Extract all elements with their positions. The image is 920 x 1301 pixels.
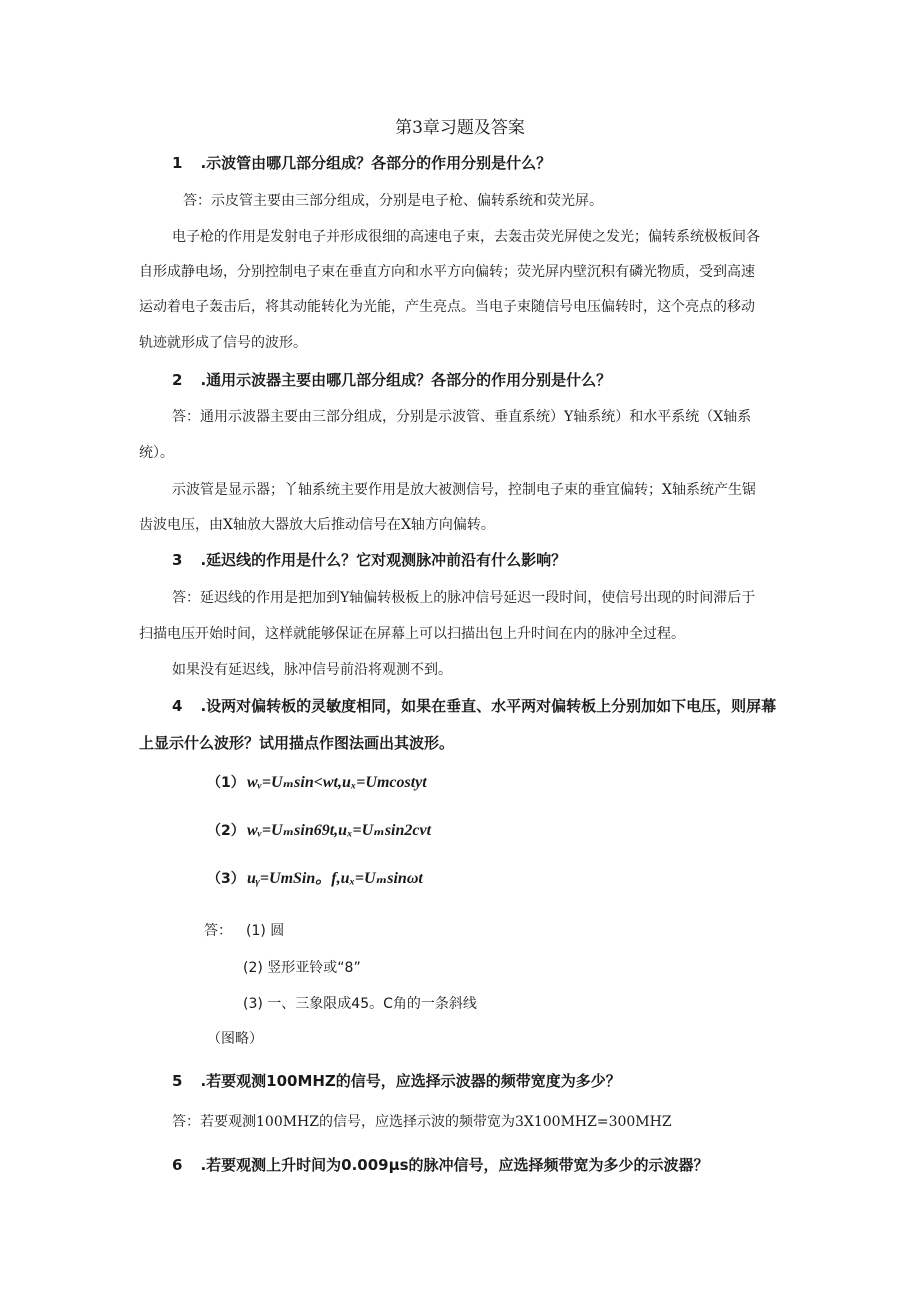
equation-expression: uᵧ=UmSin。f,uₓ=Uₘsinωt xyxy=(247,870,423,887)
answer-1-para-line: 电子枪的作用是发射电子并形成很细的高速电子束，去轰击荧光屏使之发光；偏转系统极板间各 xyxy=(172,229,760,245)
answer-label: 答： xyxy=(204,923,232,939)
answer-1-para-line: 自形成静电场，分别控制电子束在垂直方向和水平方向偏转；荧光屏内壁沉积有磷光物质，受到高速 xyxy=(139,264,755,280)
answer-1-para-line: 运动着电子轰击后，将其动能转化为光能，产生亮点。当电子束随信号电压偏转时，这个亮点的移动 xyxy=(139,299,755,315)
answer-2-line: 统）。 xyxy=(139,445,174,461)
question-number: 1 xyxy=(172,154,183,172)
question-6 xyxy=(172,1155,709,1175)
question-number: 5 xyxy=(172,1072,183,1090)
answer-4-item: (1) 圆 xyxy=(246,923,285,939)
answer-3-line: 答：延迟线的作用是把加到Y轴偏转极板上的脉冲信号延迟一段时间，使信号出现的时间滞后于 xyxy=(172,590,756,606)
equation-index: （1） xyxy=(207,775,245,791)
equation-expression: wᵥ=Uₘsin69t,uₓ=Uₘsin2cvt xyxy=(247,822,432,839)
question-text: .若要观测上升时间为0.009μs的脉冲信号，应选择频带宽为多少的示波器？ xyxy=(200,1156,709,1174)
question-number: 2 xyxy=(172,371,183,389)
equation-index: （2） xyxy=(207,823,245,839)
answer-5: 答：若要观测100MHZ的信号，应选择示波的频带宽为3X100MHZ=300MHZ xyxy=(172,1114,672,1130)
question-text: .若要观测100MHZ的信号，应选择示波器的频带宽度为多少？ xyxy=(200,1072,621,1090)
equation-index: （3） xyxy=(207,871,245,887)
answer-2-para-line: 齿波电压，由X轴放大器放大后推动信号在X轴方向偏转。 xyxy=(139,517,495,533)
question-2 xyxy=(172,370,611,390)
page-title: 第3章习题及答案 xyxy=(395,118,525,138)
equation-1 xyxy=(207,773,427,793)
answer-3-line: 扫描电压开始时间，这样就能够保证在屏幕上可以扫描出包上升时间在内的脉冲全过程。 xyxy=(139,626,685,642)
answer-1-para-line: 轨迹就形成了信号的波形。 xyxy=(139,335,307,351)
answer-4-note: （图略） xyxy=(207,1031,263,1047)
equation-3 xyxy=(207,869,423,889)
question-4 xyxy=(172,696,776,716)
question-5 xyxy=(172,1071,621,1091)
equation-expression: wᵥ=Uₘsin<wt,uₓ=Umcostyt xyxy=(247,774,427,791)
question-4-continued: 上显示什么波形？试用描点作图法画出其波形。 xyxy=(139,734,455,752)
question-text: .延迟线的作用是什么？它对观测脉冲前沿有什么影响？ xyxy=(200,551,567,569)
answer-4-item: (2) 竖形亚铃或“8” xyxy=(243,960,361,976)
answer-2-line: 答：通用示波器主要由三部分组成，分别是示波管、垂直系统）Y轴系统）和水平系统（X轴系 xyxy=(172,409,752,425)
question-number: 3 xyxy=(172,551,183,569)
question-number: 4 xyxy=(172,697,183,715)
equation-2 xyxy=(207,821,431,841)
answer-1-line: 答：示皮管主要由三部分组成，分别是电子枪、偏转系统和荧光屏。 xyxy=(183,193,603,209)
question-1 xyxy=(172,153,551,173)
question-number: 6 xyxy=(172,1156,183,1174)
answer-3-para: 如果没有延迟线，脉冲信号前沿将观测不到。 xyxy=(172,662,452,678)
question-text: .示波管由哪几部分组成？各部分的作用分别是什么？ xyxy=(200,154,552,172)
question-3 xyxy=(172,550,566,570)
question-text: .设两对偏转板的灵敏度相同，如果在垂直、水平两对偏转板上分别加如下电压，则屏幕 xyxy=(200,697,777,715)
answer-2-para-line: 示波管是显示器；丫轴系统主要作用是放大被测信号，控制电子束的垂宜偏转；X轴系统产生锯 xyxy=(172,482,756,498)
question-text: .通用示波器主要由哪几部分组成？各部分的作用分别是什么？ xyxy=(200,371,612,389)
answer-4-item: (3) 一、三象限成45。C角的一条斜线 xyxy=(243,996,477,1012)
answer-4-label xyxy=(204,921,284,941)
